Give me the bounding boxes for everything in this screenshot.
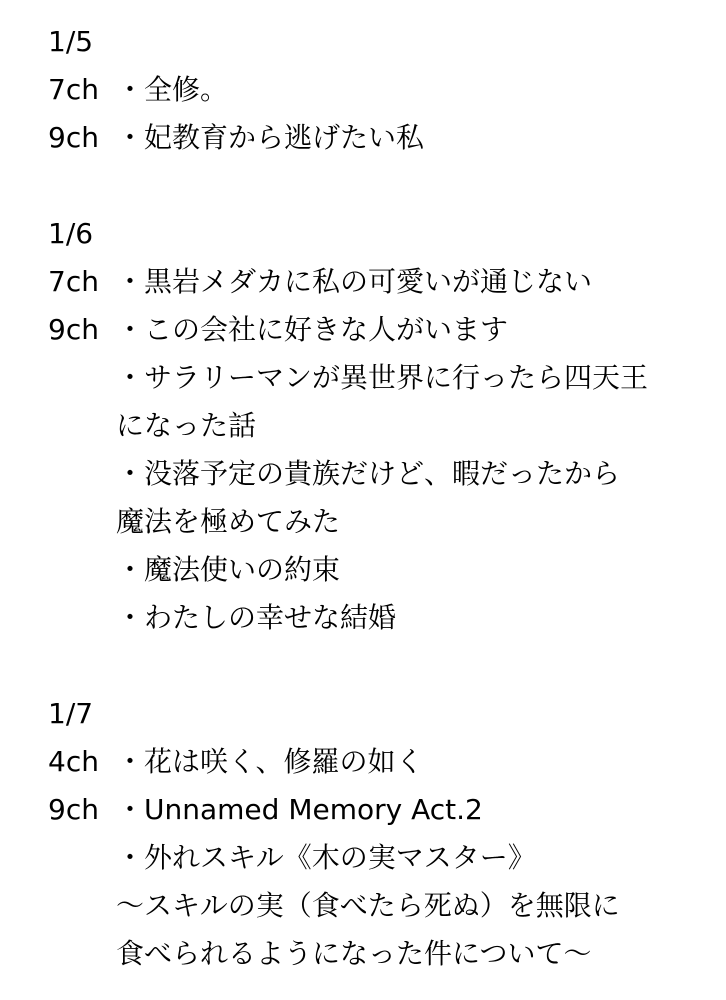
program-title: ・黒岩メダカに私の可愛いが通じない [116,265,593,298]
program-title-continuation: 食べられるようになった件について〜 [116,937,592,970]
channel-label: 9ch [48,313,99,346]
program-line [48,786,483,834]
program-title: ・魔法使いの約束 [116,553,341,586]
channel-label: 9ch [48,793,99,826]
program-title: ・全修。 [116,73,229,106]
channel-label: 9ch [48,121,99,154]
date-heading [48,690,93,738]
program-line [48,114,424,162]
program-line [48,258,592,306]
program-title: ・サラリーマンが異世界に行ったら四天王 [116,361,649,394]
channel-label: 4ch [48,745,99,778]
program-title: ・外れスキル《木の実マスター》 [116,841,536,874]
program-title: ・妃教育から逃げたい私 [116,121,425,154]
program-title-continuation: 〜スキルの実（食べたら死ぬ）を無限に [116,889,620,922]
channel-label: 7ch [48,73,99,106]
program-line [48,306,508,354]
date-label: 1/5 [48,25,94,58]
program-line [48,738,423,786]
program-title-continuation: 魔法を極めてみた [116,505,341,538]
program-title-continuation: になった話 [116,409,257,442]
program-title: ・花は咲く、修羅の如く [116,745,424,778]
program-title: ・Unnamed Memory Act.2 [116,793,483,826]
date-label: 1/7 [48,697,94,730]
program-title: ・没落予定の貴族だけど、暇だったから [116,457,621,490]
date-label: 1/6 [48,217,94,250]
program-line [48,66,228,114]
date-heading [48,18,93,66]
channel-label: 7ch [48,265,99,298]
program-title: ・わたしの幸せな結婚 [116,601,397,634]
date-heading [48,210,93,258]
program-title: ・この会社に好きな人がいます [116,313,509,346]
